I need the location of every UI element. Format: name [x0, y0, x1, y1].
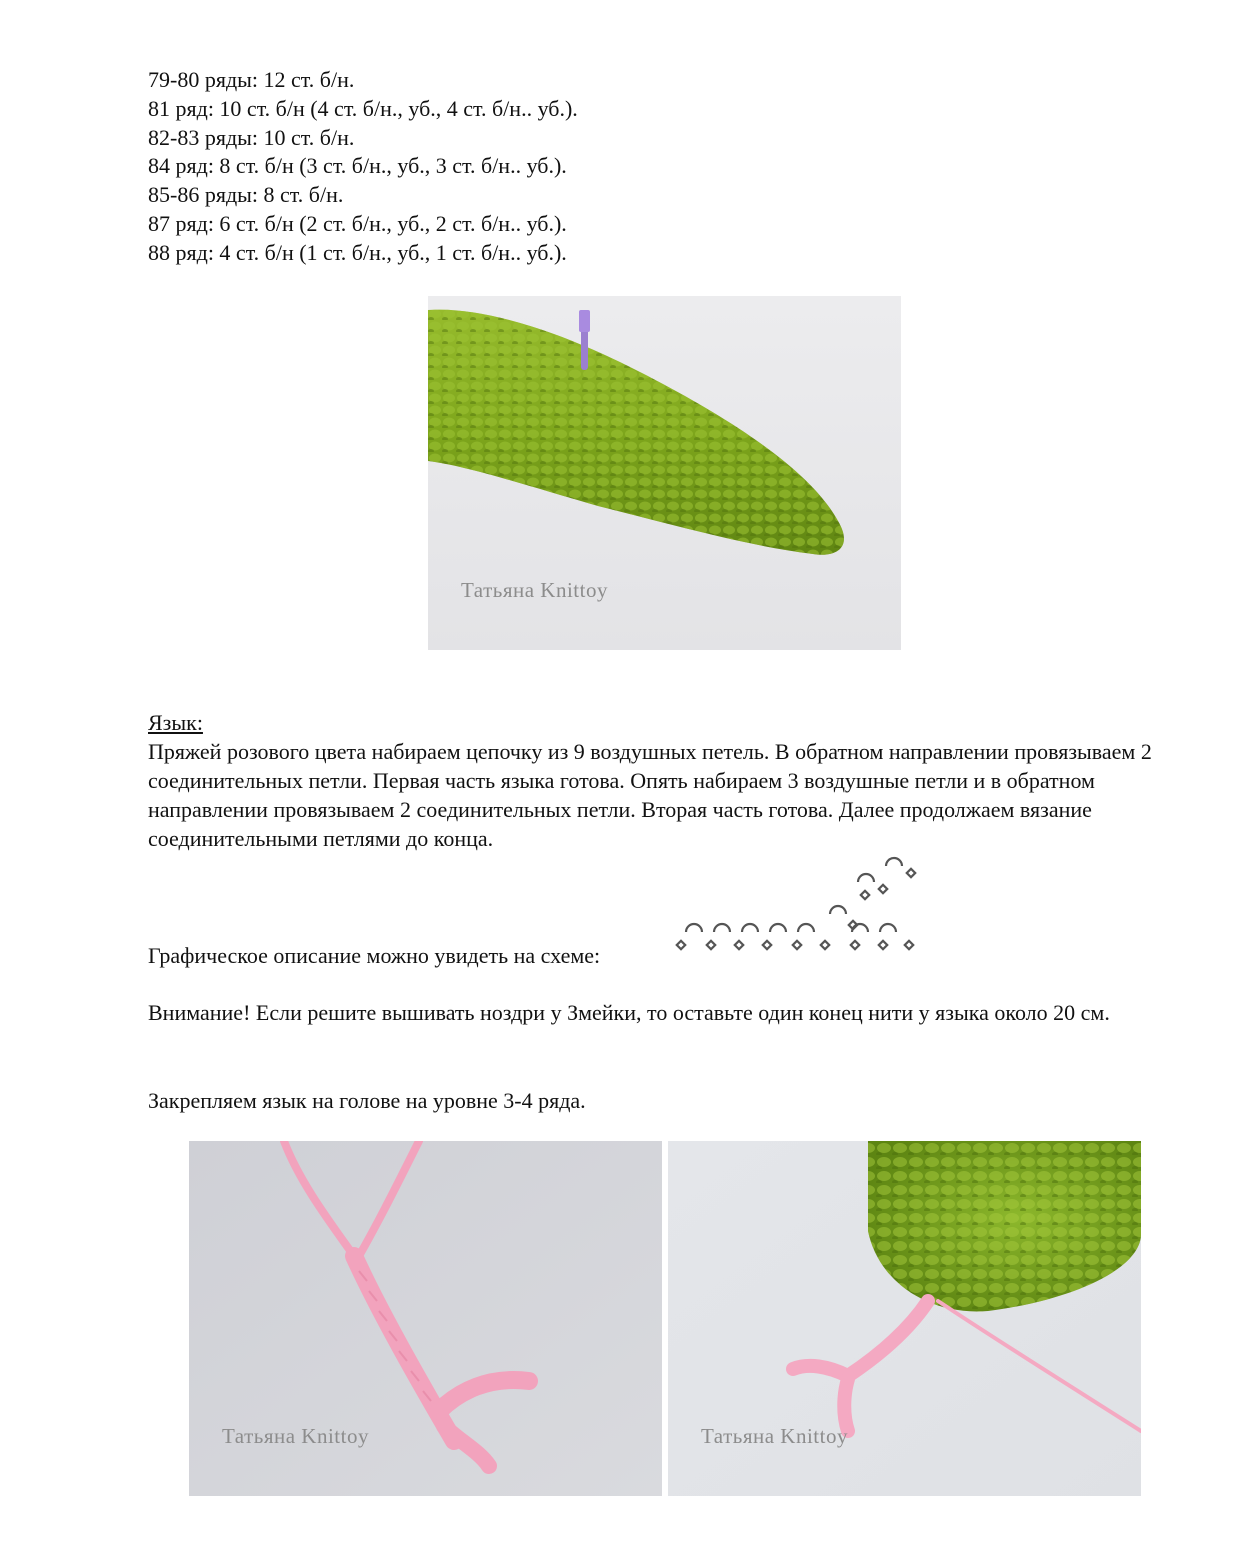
section-title: Язык:	[148, 710, 203, 735]
photo-watermark: Татьяна Knittoy	[222, 1424, 369, 1448]
attach-text: Закрепляем язык на голове на уровне 3-4 ряда.	[148, 1088, 586, 1113]
row-line: 79-80 ряды: 12 ст. б/н.	[148, 67, 355, 92]
row-line: 87 ряд: 6 ст. б/н (2 ст. б/н., уб., 2 ст. б/н.. уб.).	[148, 210, 567, 236]
tongue-photo	[189, 1141, 662, 1496]
crochet-diagram	[672, 852, 922, 962]
row-line: 85-86 ряды: 8 ст. б/н.	[148, 182, 344, 208]
row-line: 82-83 ряды: 10 ст. б/н.	[148, 124, 355, 150]
warning-text: Внимание! Если решите вышивать ноздри у Змейки, то оставьте один конец нити у языка около 20 см.	[148, 1000, 1110, 1025]
tail-photo	[428, 296, 901, 650]
attached-tongue-photo	[668, 1141, 1141, 1496]
photo-watermark: Татьяна Knittoy	[461, 578, 608, 602]
row-line: 88 ряд: 4 ст. б/н (1 ст. б/н., уб., 1 ст. б/н.. уб.).	[148, 239, 567, 265]
tongue-description: Пряжей розового цвета набираем цепочку из 9 воздушных петель. В обратном направлении провязываем 2 соединительных петли. Первая часть языка готова. Опять набираем 3 воздушные петли и в обратном направлении провязываем 2 соединительных петли. Вторая часть готова. Далее продолжаем вязание соединительными петлями до конца.	[148, 739, 1152, 851]
photo-watermark: Татьяна Knittoy	[701, 1424, 848, 1448]
row-instructions	[148, 66, 578, 268]
chain-stitch-row	[677, 941, 913, 949]
row-line: 81 ряд: 10 ст. б/н (4 ст. б/н., уб., 4 ст. б/н.. уб.).	[148, 95, 578, 121]
scheme-caption: Графическое описание можно увидеть на схеме:	[148, 943, 601, 968]
row-line: 84 ряд: 8 ст. б/н (3 ст. б/н., уб., 3 ст. б/н.. уб.).	[148, 153, 567, 179]
